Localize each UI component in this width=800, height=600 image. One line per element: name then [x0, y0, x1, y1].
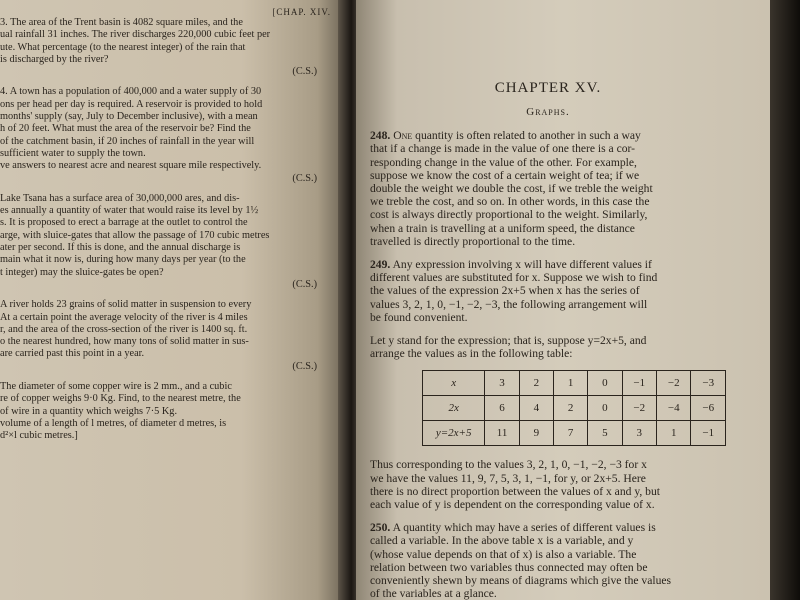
paragraph-line: values 3, 2, 1, 0, −1, −2, −3, the following arrangement will: [370, 297, 648, 311]
problem-number: 3.: [0, 17, 8, 28]
problem-line: [0, 29, 317, 41]
table-row-header: y=2x+5: [423, 421, 485, 446]
problem-line: [0, 406, 317, 418]
problem-text: d²×l cubic metres.]: [0, 430, 78, 442]
problem-text: A river holds 23 grains of solid matter in suspension to every: [0, 299, 252, 311]
paragraph-number: 248.: [370, 129, 391, 143]
paragraph-line: relation between two variables thus connected may often be: [370, 560, 648, 574]
paragraph-250: [370, 521, 726, 600]
table-cell: 5: [588, 421, 622, 446]
problem-line: [0, 324, 317, 336]
problem-text: Lake Tsana has a surface area of 30,000,000 ares, and dis-: [0, 192, 240, 204]
problem-line: [0, 205, 317, 217]
paragraph-lead-word: One: [393, 129, 413, 143]
problem-line: [0, 136, 317, 148]
problem-line: [0, 230, 317, 242]
paragraph-line: quantity is often related to another in such a way: [415, 129, 641, 143]
paragraph-line: Thus corresponding to the values 3, 2, 1, 0, −1, −2, −3 for x: [370, 458, 647, 472]
problem-line: [0, 111, 317, 123]
problem-line: [0, 430, 317, 442]
paragraph-line: we treble the cost, and so on. In other words, in this case the: [370, 195, 650, 209]
problem-text: of the catchment basin, if 20 inches of rainfall in the year will: [0, 135, 255, 147]
problem-number: 4.: [0, 86, 8, 98]
problem-text: re of copper weighs 9·0 Kg. Find, to the nearest metre, the: [0, 393, 241, 405]
section-title: Graphs.: [526, 106, 570, 118]
problem-text: o the nearest hundred, how many tons of solid matter in sus-: [0, 336, 249, 348]
problem-block: [0, 381, 317, 442]
table-cell: 0: [588, 396, 622, 421]
problem-block: [0, 17, 317, 78]
problem-list: [0, 17, 317, 443]
problem-text: The area of the Trent basin is 4082 square miles, and the: [10, 17, 243, 28]
problem-line: [0, 17, 317, 29]
paragraph-line: suppose we know the cost of a certain weight of tea; if we: [370, 168, 640, 182]
problem-source: (C.S.): [292, 360, 317, 372]
table-cell: −2: [622, 396, 656, 421]
problem-text: A town has a population of 400,000 and a water supply of 30: [9, 86, 262, 98]
problem-text: s. It is proposed to erect a barrage at the outlet to control the: [0, 217, 248, 229]
paragraph-248: [370, 129, 726, 248]
paragraph-line: Any expression involving x will have different values if: [392, 258, 652, 272]
problem-line: [0, 217, 317, 229]
problem-text: r, and the area of the cross-section of the river is 1400 sq. ft.: [0, 323, 248, 335]
table-cell: 2: [554, 396, 588, 421]
table-cell: 9: [519, 421, 553, 446]
problem-text: h of 20 feet. What must the area of the reservoir be? Find the: [0, 123, 251, 135]
problem-line: [0, 54, 317, 66]
problem-line: [0, 123, 317, 135]
paragraph-250-first-line: [370, 521, 726, 534]
problem-text: main what it now is, during how many days per year (to the: [0, 254, 246, 266]
table-cell: −4: [657, 396, 691, 421]
paragraph-line: cost is always directly proportional to the weight. Similarly,: [370, 208, 648, 222]
problem-text: months' supply (say, July to December inclusive), with a mean: [0, 111, 258, 123]
paragraph-line: there is no direct proportion between the values of x and y, but: [370, 484, 660, 498]
paragraph-line: when a train is travelling at a uniform speed, the distance: [370, 221, 635, 235]
running-head: [CHAP. XIV.: [272, 7, 331, 17]
table-cell: −1: [691, 421, 726, 446]
problem-source: (C.S.): [292, 278, 317, 290]
problem-text: ve answers to nearest acre and nearest square mile respectively.: [0, 160, 262, 172]
table-cell: −6: [691, 396, 726, 421]
table-cell: 7: [554, 421, 588, 446]
table-cell: 4: [519, 396, 553, 421]
paragraph-number: 250.: [370, 521, 391, 535]
problem-text: volume of a length of l metres, of diameter d metres, is: [0, 417, 227, 429]
paragraph-line: double the weight we double the cost, if we treble the weight: [370, 182, 653, 196]
paragraph-line: travelled is directly proportional to the time.: [370, 234, 576, 248]
table-row: [423, 396, 726, 421]
table-cell: 0: [588, 371, 622, 396]
paragraph-line: different values are substituted for x. Suppose we wish to find: [370, 271, 658, 285]
table-row: [423, 421, 726, 446]
problem-text: is discharged by the river?: [0, 53, 109, 65]
table-row: [423, 371, 726, 396]
paragraph-line: that if a change is made in the value of one there is a cor-: [370, 142, 636, 156]
problem-text: sufficient water to supply the town.: [0, 147, 146, 159]
right-page: [356, 0, 770, 600]
table-cell: 3: [485, 371, 519, 396]
paragraph-thus: [370, 458, 726, 511]
paragraph-line: responding change in the value of the other. For example,: [370, 155, 637, 169]
table-cell: 6: [485, 396, 519, 421]
table-row-header: 2x: [423, 396, 485, 421]
problem-line: [0, 160, 317, 172]
problem-text: ual rainfall 31 inches. The river discharges 220,000 cubic feet per: [0, 29, 271, 41]
paragraph-line: conveniently shewn by means of diagrams which give the values: [370, 574, 672, 588]
table-cell: −1: [622, 371, 656, 396]
table-cell: −3: [691, 371, 726, 396]
paragraph-249-first-line: [370, 258, 726, 271]
problem-line: [0, 99, 317, 111]
table-cell: 3: [622, 421, 656, 446]
problem-block: [0, 193, 317, 291]
problem-text: t integer) may the sluice-gates be open?: [0, 266, 164, 278]
problem-block: [0, 299, 317, 373]
problem-line: [0, 242, 317, 254]
problem-text: The diameter of some copper wire is 2 mm., and a cubic: [0, 381, 232, 393]
problem-text: are carried past this point in a year.: [0, 348, 145, 360]
values-table: [422, 370, 726, 446]
table-cell: 1: [657, 421, 691, 446]
problem-block: [0, 86, 317, 184]
problem-line: [0, 42, 317, 54]
problem-line: [0, 193, 317, 205]
problem-line: [0, 148, 317, 160]
problem-line: [0, 348, 317, 360]
problem-text: es annually a quantity of water that would raise its level by 1½: [0, 205, 259, 217]
problem-line: [0, 86, 317, 98]
paragraph-249: [370, 258, 726, 324]
problem-line: [0, 254, 317, 266]
paragraph-line: be found convenient.: [370, 310, 468, 324]
problem-line: [0, 381, 317, 393]
problem-line: [0, 393, 317, 405]
table-cell: 1: [554, 371, 588, 396]
problem-line: [0, 299, 317, 311]
problem-text: of wire in a quantity which weighs 7·5 Kg.: [0, 405, 178, 417]
problem-text: arge, with sluice-gates that allow the passage of 170 cubic metres: [0, 229, 270, 241]
paragraph-line: the values of the expression 2x+5 when x has the series of: [370, 284, 640, 298]
paragraph-line: of the variables at a glance.: [370, 587, 497, 600]
table-row-header: x: [423, 371, 485, 396]
problem-line: [0, 267, 317, 279]
problem-line: [0, 336, 317, 348]
table-cell: 2: [519, 371, 553, 396]
problem-source: (C.S.): [292, 66, 317, 78]
left-page: [0, 0, 345, 600]
table-cell: −2: [657, 371, 691, 396]
page-edge: [770, 0, 800, 600]
paragraph-number: 249.: [370, 258, 391, 272]
problem-text: ons per head per day is required. A reservoir is provided to hold: [0, 98, 263, 110]
problem-text: ater per second. If this is done, and the annual discharge is: [0, 242, 241, 254]
problem-line: [0, 312, 317, 324]
paragraph-line: Let y stand for the expression; that is, suppose y=2x+5, and: [370, 334, 647, 348]
paragraph-248-first-line: [370, 129, 726, 142]
problem-text: ute. What percentage (to the nearest integer) of the rain that: [0, 41, 246, 53]
paragraph-line: arrange the values as in the following table:: [370, 347, 573, 361]
paragraph-line: we have the values 11, 9, 7, 5, 3, 1, −1, for y, or 2x+5. Here: [370, 471, 646, 485]
problem-source: (C.S.): [292, 172, 317, 184]
table-cell: 11: [485, 421, 519, 446]
paragraph-line: (whose value depends on that of x) is also a variable. The: [370, 547, 637, 561]
problem-line: [0, 418, 317, 430]
paragraph-line: each value of y is dependent on the corresponding value of x.: [370, 498, 655, 512]
chapter-title: CHAPTER XV.: [494, 80, 602, 96]
paragraph-line: called a variable. In the above table x is a variable, and y: [370, 534, 634, 548]
problem-text: At a certain point the average velocity of the river is 4 miles: [0, 311, 248, 323]
paragraph-let: [370, 334, 726, 360]
paragraph-line: A quantity which may have a series of different values is: [392, 521, 656, 535]
